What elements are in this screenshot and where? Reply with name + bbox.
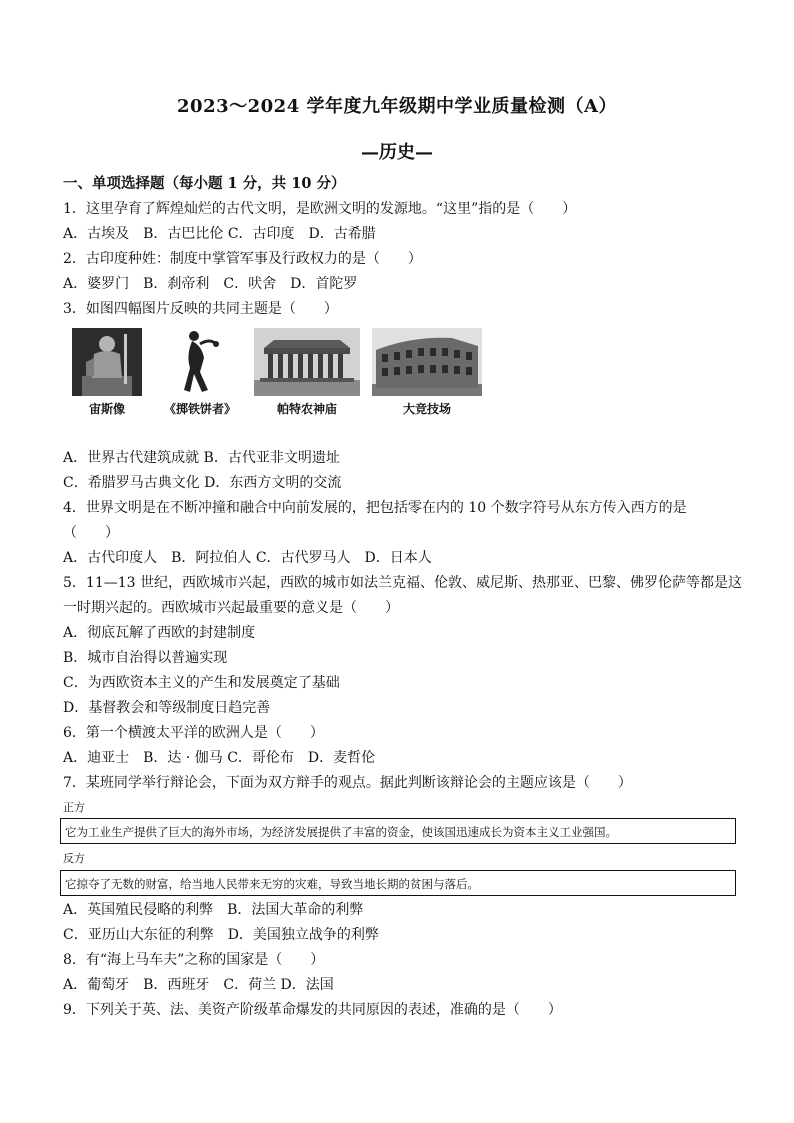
page-title: 2023～2024 学年度九年级期中学业质量检测（A） <box>177 96 617 117</box>
question-stem: 8．有“海上马车夫”之称的国家是（ ） <box>63 952 325 968</box>
question-options: A．婆罗门 B．刹帝利 C．吠舍 D．首陀罗 <box>63 276 358 292</box>
option-c: C．为西欧资本主义的产生和发展奠定了基础 <box>63 675 340 691</box>
pro-side-label: 正方 <box>63 801 85 814</box>
question-stem: 9．下列关于英、法、美资产阶级革命爆发的共同原因的表述，准确的是（ ） <box>63 1002 562 1018</box>
question-options: C．亚历山大东征的利弊 D．美国独立战争的利弊 <box>63 927 379 943</box>
question-images <box>72 328 492 420</box>
question-stem: 4．世界文明是在不断冲撞和融合中向前发展的，把包括零在内的 10 个数字符号从东方传入西方的是 <box>63 500 687 516</box>
question-options: A．世界古代建筑成就 B．古代亚非文明遗址 <box>63 450 340 466</box>
subject-title: —历史— <box>361 142 433 163</box>
image-caption: 《掷铁饼者》 <box>163 402 236 416</box>
con-side-label: 反方 <box>63 852 85 865</box>
question-stem: 1．这里孕育了辉煌灿烂的古代文明，是欧洲文明的发源地。“这里”指的是（ ） <box>63 201 577 217</box>
parthenon-image <box>254 328 360 420</box>
image-caption: 帕特农神庙 <box>276 402 337 416</box>
option-a: A．彻底瓦解了西欧的封建制度 <box>63 625 256 641</box>
image-caption: 宙斯像 <box>88 402 125 416</box>
question-stem: 3．如图四幅图片反映的共同主题是（ ） <box>63 301 338 317</box>
question-stem-continued: （ ） <box>63 525 119 541</box>
section-heading: 一、单项选择题（每小题 1 分，共 10 分） <box>63 175 346 192</box>
colosseum-image <box>372 328 482 420</box>
image-caption: 大竞技场 <box>402 402 451 416</box>
question-stem: 7．某班同学举行辩论会，下面为双方辩手的观点。据此判断该辩论会的主题应该是（ ） <box>63 775 632 791</box>
pro-side-box: 它为工业生产提供了巨大的海外市场，为经济发展提供了丰富的资金，使该国迅速成长为资本主义工业强国。 <box>60 818 736 844</box>
question-options: A．葡萄牙 B．西班牙 C．荷兰 D．法国 <box>63 977 334 993</box>
question-stem-continued: 一时期兴起的。西欧城市兴起最重要的意义是（ ） <box>63 600 399 616</box>
question-stem: 2．古印度种姓：制度中掌管军事及行政权力的是（ ） <box>63 251 422 267</box>
zeus-statue-image <box>72 328 142 420</box>
question-options: C．希腊罗马古典文化 D．东西方文明的交流 <box>63 475 342 491</box>
question-options: A．英国殖民侵略的利弊 B．法国大革命的利弊 <box>63 902 364 918</box>
question-options: A．迪亚士 B．达 · 伽马 C．哥伦布 D．麦哲伦 <box>63 750 376 766</box>
question-stem: 6．第一个横渡太平洋的欧洲人是（ ） <box>63 725 324 741</box>
question-options: A．古代印度人 B．阿拉伯人 C．古代罗马人 D．日本人 <box>63 550 432 566</box>
option-b: B．城市自治得以普遍实现 <box>63 650 228 666</box>
question-stem: 5．11—13 世纪，西欧城市兴起，西欧的城市如法兰克福、伦敦、威尼斯、热那亚、巴黎、佛罗伦萨等都是这 <box>63 575 742 591</box>
option-d: D．基督教会和等级制度日趋完善 <box>63 700 271 716</box>
question-options: A．古埃及 B．古巴比伦 C．古印度 D．古希腊 <box>63 226 376 242</box>
con-side-box: 它掠夺了无数的财富，给当地人民带来无穷的灾难，导致当地长期的贫困与落后。 <box>60 870 736 896</box>
discobolus-image <box>160 328 240 420</box>
